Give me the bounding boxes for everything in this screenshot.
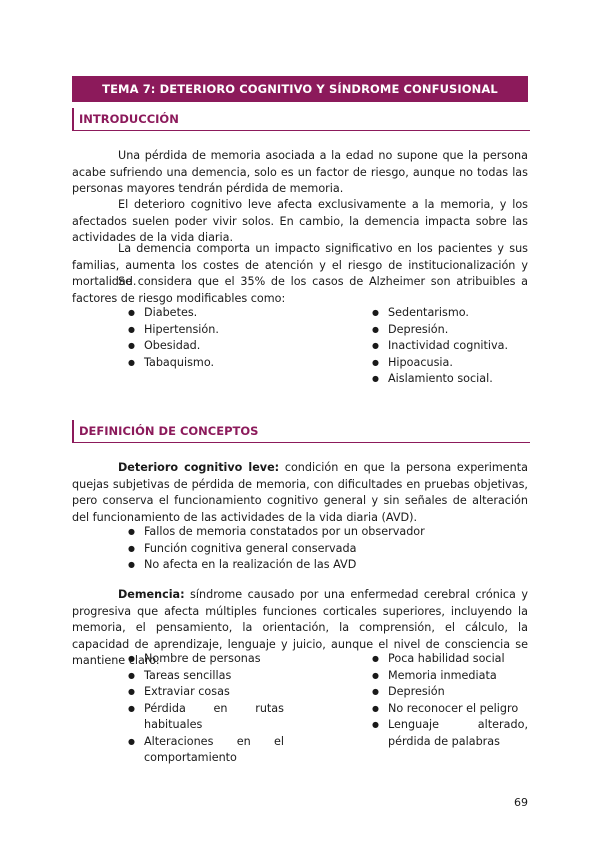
list-item: ● No reconocer el peligro xyxy=(372,701,528,718)
dementia-term: Demencia: xyxy=(118,588,185,601)
section-heading-definicion xyxy=(72,420,530,443)
list-item: ● Lenguaje alterado, pérdida de palabras xyxy=(372,717,528,750)
list-item: ● Hipertensión. xyxy=(128,322,219,339)
list-item: ● Inactividad cognitiva. xyxy=(372,338,508,355)
section-heading-label: DEFINICIÓN DE CONCEPTOS xyxy=(79,424,259,438)
list-item: ● Tareas sencillas xyxy=(128,668,284,685)
dcl-term: Deterioro cognitivo leve: xyxy=(118,461,280,474)
list-item: ● Extraviar cosas xyxy=(128,684,284,701)
dementia-list-right xyxy=(372,651,528,750)
dementia-list-left xyxy=(128,651,284,767)
section-heading-label: INTRODUCCIÓN xyxy=(79,112,179,126)
list-item: ● Depresión. xyxy=(372,322,508,339)
dementia-text: síndrome causado por una enfermedad cerebral crónica y progresiva que afecta múltiples funciones corticales superiores, incluyendo la memoria, el pensamiento, la orientación, la comprensión, el cálculo, la capacidad de aprendizaje, lenguaje y juicio, aunque el nivel de consciencia se mantiene claro. xyxy=(72,588,528,667)
document-title: TEMA 7: DETERIORO COGNITIVO Y SÍNDROME CONFUSIONAL xyxy=(72,76,528,102)
list-item: ● Memoria inmediata xyxy=(372,668,528,685)
list-item: ● Poca habilidad social xyxy=(372,651,528,668)
intro-paragraph-2: El deterioro cognitivo leve afecta exclusivamente a la memoria, y los afectados suelen poder vivir solos. En cambio, la demencia impacta sobre las actividades de la vida diaria. xyxy=(72,198,528,244)
list-item: ● Pérdida en rutas habituales xyxy=(128,701,284,734)
risk-factors-list-right xyxy=(372,305,508,388)
dcl-list xyxy=(128,524,425,574)
intro-paragraph-3: La demencia comporta un impacto significativo en los pacientes y sus familias, aumenta los costes de atención y el riesgo de institucionalización y mortalidad. xyxy=(72,242,528,288)
dcl-text: condición en que la persona experimenta quejas subjetivas de pérdida de memoria, con dificultades en pruebas objetivas, pero conserva el funcionamiento cognitivo general y sin señales de alteración del funcionamiento de las actividades de la vida diaria (AVD). xyxy=(72,461,528,524)
risk-factors-list-left xyxy=(128,305,219,371)
page-number: 69 xyxy=(514,796,528,809)
intro-paragraph-1: Una pérdida de memoria asociada a la edad no supone que la persona acabe sufriendo una demencia, solo es un factor de riesgo, aunque no todas las personas mayores tendrán pérdida de memoria. xyxy=(72,149,528,195)
list-item: ● Obesidad. xyxy=(128,338,219,355)
list-item: ● Aislamiento social. xyxy=(372,371,508,388)
list-item: ● Alteraciones en el comportamiento xyxy=(128,734,284,767)
section-heading-introduccion xyxy=(72,108,530,131)
dcl-definition xyxy=(72,460,528,526)
list-item: ● Hipoacusia. xyxy=(372,355,508,372)
list-item: ● Diabetes. xyxy=(128,305,219,322)
list-item: ● Sedentarismo. xyxy=(372,305,508,322)
list-item: ● Depresión xyxy=(372,684,528,701)
list-item: ● No afecta en la realización de las AVD xyxy=(128,557,425,574)
intro-paragraph-4: Se considera que el 35% de los casos de Alzheimer son atribuibles a factores de riesgo modificables como: xyxy=(72,275,528,305)
list-item: ● Función cognitiva general conservada xyxy=(128,541,425,558)
list-item: ● Tabaquismo. xyxy=(128,355,219,372)
list-item: ● Nombre de personas xyxy=(128,651,284,668)
list-item: ● Fallos de memoria constatados por un observador xyxy=(128,524,425,541)
